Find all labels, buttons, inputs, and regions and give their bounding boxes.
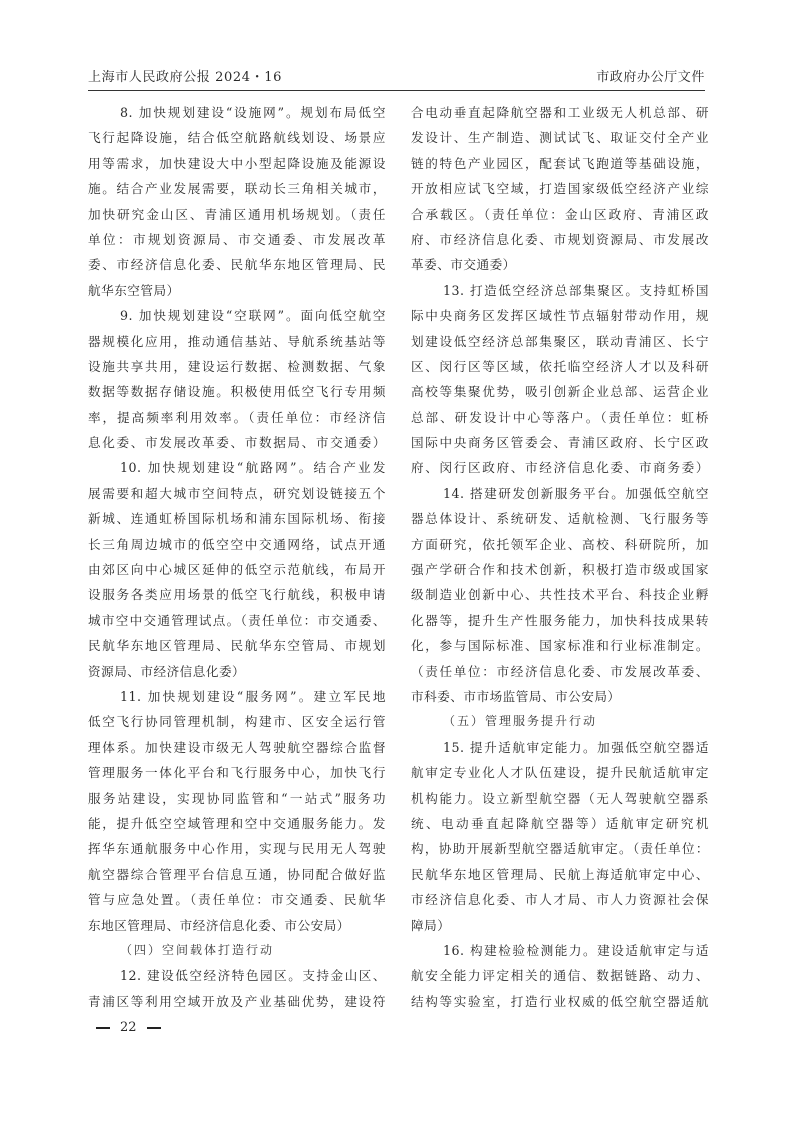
text-line: 飞行起降设施，结合低空航路航线划设、场景应 xyxy=(88,130,386,146)
text-line: 东地区管理局、市经济信息化委、市公安局） xyxy=(88,917,350,933)
text-line: 市经济信息化委、市人才局、市人力资源社会保 xyxy=(411,892,709,908)
text-line: 由郊区向中心城区延伸的低空示范航线，布局开 xyxy=(88,562,386,578)
text-line: 设施共享共用，建设运行数据、检测数据、气象 xyxy=(88,358,386,374)
text-line: 化，参与国际标准、国家标准和行业标准制定。 xyxy=(411,638,709,654)
text-line: 9. 加快规划建设“空联网”。面向低空航空 xyxy=(120,308,386,324)
text-line: 府、市经济信息化委、市规划资源局、市发展改 xyxy=(411,231,709,247)
text-line: 10. 加快规划建设“航路网”。结合产业发 xyxy=(120,460,386,476)
text-line: 服务站建设，实现协同监管和“一站式”服务功 xyxy=(88,790,386,806)
text-line: 革委、市交通委） xyxy=(411,257,516,273)
text-line: 长三角周边城市的低空空中交通网络，试点开通 xyxy=(88,536,386,552)
text-line: 息化委、市发展改革委、市数据局、市交通委） xyxy=(88,435,386,451)
section-title: 市政府办公厅文件 xyxy=(596,70,705,85)
text-line: 航安全能力评定相关的通信、数据链路、动力、 xyxy=(411,968,709,984)
text-line: 低空飞行协同管理机制，构建市、区安全运行管 xyxy=(88,714,386,730)
text-line: 链的特色产业园区，配套试飞跑道等基础设施， xyxy=(411,155,709,171)
text-line: 12. 建设低空经济特色园区。支持金山区、 xyxy=(120,968,386,984)
section-heading: （五）管理服务提升行动 xyxy=(443,714,598,729)
text-line: 理体系。加快建设市级无人驾驶航空器综合监督 xyxy=(88,739,386,755)
left-column xyxy=(88,100,386,1014)
text-line: 构，协助开展新型航空器适航审定。（责任单位： xyxy=(411,841,709,857)
text-line: 用等需求，加快建设大中小型起降设施及能源设 xyxy=(88,155,386,171)
text-line: 总部、研发设计中心等落户。（责任单位：虹桥 xyxy=(411,409,709,425)
text-line: 化器等，提升生产性服务能力，加快科技成果转 xyxy=(411,612,709,628)
text-line: 开放相应试飞空域，打造国家级低空经济产业综 xyxy=(411,181,709,197)
text-line: 航审定专业化人才队伍建设，提升民航适航审定 xyxy=(411,765,709,781)
text-line: 划建设低空经济总部集聚区，联动青浦区、长宁 xyxy=(411,333,709,349)
text-line: 强产学研合作和技术创新，积极打造市级或国家 xyxy=(411,562,709,578)
text-line: 结构等实验室，打造行业权威的低空航空器适航 xyxy=(411,993,709,1009)
text-line: 民航华东地区管理局、民航华东空管局、市规划 xyxy=(88,638,386,654)
text-line: 城市空中交通管理试点。（责任单位：市交通委、 xyxy=(88,612,386,628)
text-line: 数据等数据存储设施。积极使用低空飞行专用频 xyxy=(88,384,386,400)
text-line: 机构能力。设立新型航空器（无人驾驶航空器系 xyxy=(411,790,709,806)
text-line: 管与应急处置。（责任单位：市交通委、民航华 xyxy=(88,892,386,908)
text-line: 统、电动垂直起降航空器等）适航审定研究机 xyxy=(411,815,709,831)
text-line: 航华东空管局） xyxy=(88,282,180,298)
text-line: 能，提升低空空域管理和空中交通服务能力。发 xyxy=(88,815,386,831)
header-divider xyxy=(88,90,705,91)
text-line: 市科委、市市场监管局、市公安局） xyxy=(411,688,621,704)
text-line: 级制造业创新中心、共性技术平台、科技企业孵 xyxy=(411,587,709,603)
text-line: 设服务各类应用场景的低空飞行航线，积极申请 xyxy=(88,587,386,603)
publication-title: 上海市人民政府公报 2024・16 xyxy=(88,70,282,85)
text-line: 府、闵行区政府、市经济信息化委、市商务委） xyxy=(411,460,709,476)
text-line: 施。结合产业发展需要，联动长三角相关城市， xyxy=(88,181,386,197)
text-line: 挥华东通航服务中心作用，实现与民用无人驾驶 xyxy=(88,841,386,857)
text-line: 委、市经济信息化委、民航华东地区管理局、民 xyxy=(88,257,386,273)
text-line: 民航华东地区管理局、民航上海适航审定中心、 xyxy=(411,866,709,882)
text-line: 加快研究金山区、青浦区通用机场规划。（责任 xyxy=(88,206,386,222)
page-number-value: 22 xyxy=(120,1020,137,1035)
text-line: 率，提高频率利用效率。（责任单位：市经济信 xyxy=(88,409,386,425)
text-line: 展需要和超大城市空间特点，研究划设链接五个 xyxy=(88,485,386,501)
text-line: 方面研究，依托领军企业、高校、科研院所，加 xyxy=(411,536,709,552)
text-line: 航空器综合管理平台信息互通，协同配合做好监 xyxy=(88,866,386,882)
text-line: 资源局、市经济信息化委） xyxy=(88,663,246,679)
text-line: 器总体设计、系统研发、适航检测、飞行服务等 xyxy=(411,511,709,527)
page-number-dash-left xyxy=(96,1027,110,1029)
text-line: 16. 构建检验检测能力。建设适航审定与适 xyxy=(443,942,709,958)
text-line: 障局） xyxy=(411,917,451,933)
text-line: 新城、连通虹桥国际机场和浦东国际机场、衔接 xyxy=(88,511,386,527)
text-line: （责任单位：市经济信息化委、市发展改革委、 xyxy=(411,663,709,679)
text-line: 国际中央商务区管委会、青浦区政府、长宁区政 xyxy=(411,435,709,451)
text-line: 际中央商务区发挥区域性节点辐射带动作用，规 xyxy=(411,308,709,324)
text-line: 15. 提升适航审定能力。加强低空航空器适 xyxy=(443,739,709,755)
text-line: 单位：市规划资源局、市交通委、市发展改革 xyxy=(88,231,386,247)
page-number xyxy=(96,1020,171,1035)
text-line: 青浦区等利用空域开放及产业基础优势，建设符 xyxy=(88,993,386,1009)
text-line: 14. 搭建研发创新服务平台。加强低空航空 xyxy=(443,485,709,501)
text-line: 高校等集聚优势，吸引创新企业总部、运营企业 xyxy=(411,384,709,400)
text-line: 区、闵行区等区域，依托临空经济人才以及科研 xyxy=(411,358,709,374)
text-line: 11. 加快规划建设“服务网”。建立军民地 xyxy=(120,688,386,704)
page-number-dash-right xyxy=(147,1027,161,1029)
text-line: 13. 打造低空经济总部集聚区。支持虹桥国 xyxy=(443,282,709,298)
text-line: 合电动垂直起降航空器和工业级无人机总部、研 xyxy=(411,105,709,120)
text-line: 发设计、生产制造、测试试飞、取证交付全产业 xyxy=(411,130,709,146)
text-line: 器规模化应用，推动通信基站、导航系统基站等 xyxy=(88,333,386,349)
text-line: 合承载区。（责任单位：金山区政府、青浦区政 xyxy=(411,206,709,222)
right-column xyxy=(411,100,709,1014)
section-heading: （四）空间载体打造行动 xyxy=(120,942,275,957)
text-line: 8. 加快规划建设“设施网”。规划布局低空 xyxy=(120,105,386,120)
text-line: 管理服务一体化平台和飞行服务中心，加快飞行 xyxy=(88,765,386,781)
